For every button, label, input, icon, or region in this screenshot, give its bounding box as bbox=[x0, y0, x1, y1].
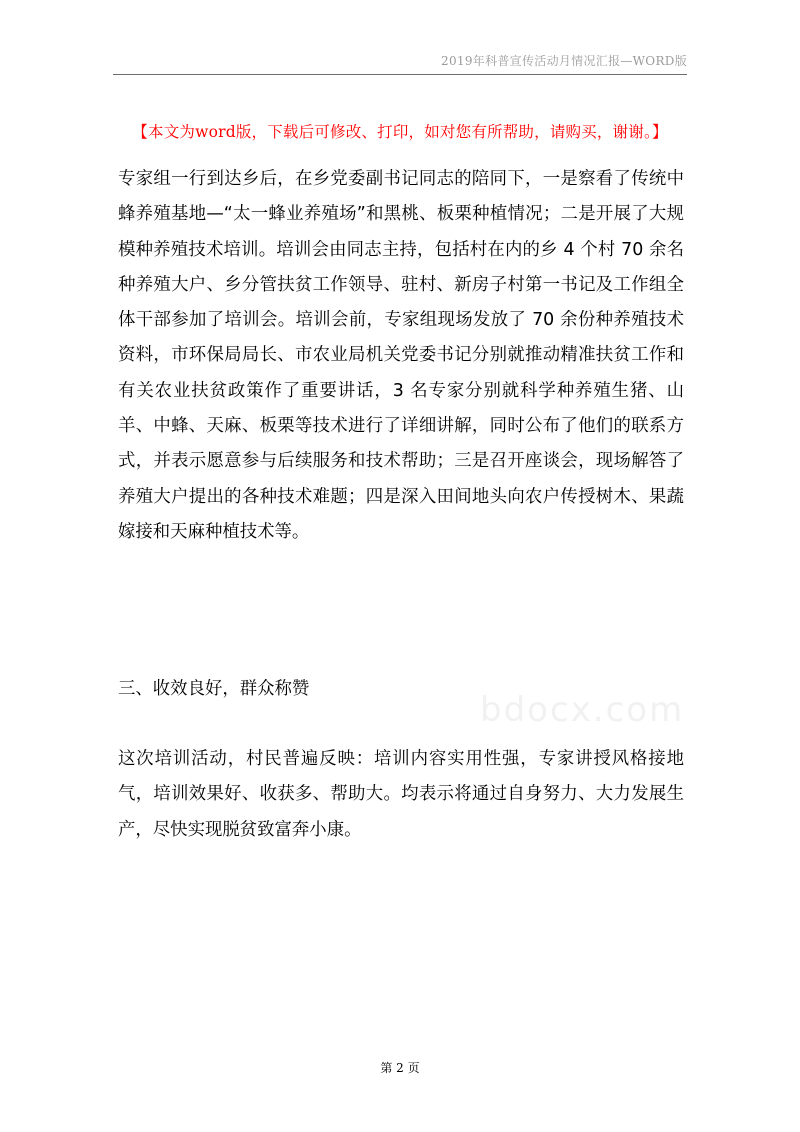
watermark: bdocx.com bbox=[480, 690, 685, 730]
download-notice: 【本文为word版，下载后可修改、打印，如对您有所帮助，请购买，谢谢。】 bbox=[132, 123, 668, 141]
header-divider bbox=[113, 74, 687, 75]
body-paragraph-2: 这次培训活动，村民普遍反映：培训内容实用性强，专家讲授风格接地气，培训效果好、收获多、帮助大。均表示将通过自身努力、大力发展生产，尽快实现脱贫致富奔小康。 bbox=[118, 749, 684, 840]
header-title: 2019年科普宣传活动月情况汇报—WORD版 bbox=[441, 54, 687, 68]
section-heading-3: 三、收效良好，群众称赞 bbox=[118, 679, 310, 699]
page-number: 第 2 页 bbox=[380, 1061, 420, 1075]
body-paragraph-1: 专家组一行到达乡后，在乡党委副书记同志的陪同下，一是察看了传统中蜂养殖基地—“太一蜂业养殖场”和黑桃、板栗种植情况；二是开展了大规模种养殖技术培训。培训会由同志主持，包括村在内的乡 4 个村 70 余名种养殖大户、乡分管扶贫工作领导、驻村、新房子村第一书记及工作组全体干部参加了培训会。培训会前，专家组现场发放了 70 余份种养殖技术资料，市环保局局长、市农业局机关党委书记分别就推动精准扶贫工作和有关农业扶贫政策作了重要讲话，3 名专家分别就科学种养殖生猪、山羊、中蜂、天麻、板栗等技术进行了详细讲解，同时公布了他们的联系方式，并表示愿意参与后续服务和技术帮助；三是召开座谈会，现场解答了养殖大户提出的各种技术难题；四是深入田间地头向农户传授树木、果蔬嫁接和天麻种植技术等。 bbox=[118, 169, 684, 542]
